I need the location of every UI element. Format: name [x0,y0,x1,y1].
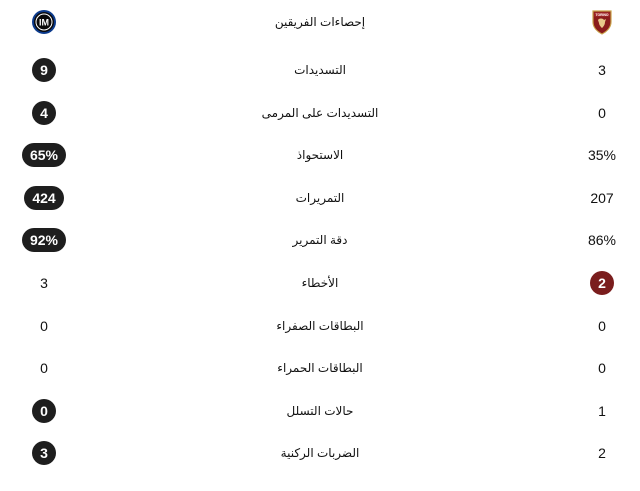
home-team-logo [564,2,640,42]
away-stat-cell [0,433,88,473]
inter-crest-icon [31,9,57,35]
stat-label: دقة التمرير [292,233,348,248]
home-stat-value: 207 [590,189,614,206]
stat-label: الاستحواذ [296,148,344,163]
away-stat-cell [0,306,88,346]
away-stat-cell [0,178,88,218]
stat-label: التسديدات [294,63,346,77]
stat-label: البطاقات الحمراء [277,361,363,376]
stat-row [0,263,640,303]
torino-crest-text: TORINO [595,12,609,17]
away-stat-badge: 9 [32,58,56,82]
stats-title: إحصاءات الفريقين [274,15,366,29]
away-stat-cell [0,348,88,388]
home-stat-cell [564,93,640,133]
stat-label: حالات التسلل [286,403,354,418]
away-stat-cell [0,135,88,175]
home-stat-cell [564,178,640,218]
stat-row [0,433,640,473]
stat-row [0,93,640,133]
home-stat-cell [564,306,640,346]
stat-row [0,135,640,175]
inter-crest-text: IM [39,17,49,28]
away-stat-badge: 4 [32,101,56,125]
home-stat-cell [564,391,640,431]
away-stat-cell [0,50,88,90]
home-stat-cell [564,348,640,388]
away-stat-badge: 424 [24,186,63,210]
home-stat-cell [564,135,640,175]
stat-label: التسديدات على المرمى [261,105,379,120]
home-stat-cell [564,220,640,260]
torino-crest-icon [591,9,613,35]
away-stat-value: 0 [40,317,48,334]
stat-row [0,178,640,218]
home-stat-value: 86% [587,232,617,249]
away-stat-cell [0,220,88,260]
away-stat-value: 0 [40,360,48,377]
away-stat-cell [0,93,88,133]
home-stat-value: 0 [598,317,606,334]
away-stat-badge: 3 [32,441,56,465]
stat-label: الأخطاء [301,276,339,290]
stat-row [0,306,640,346]
home-stat-cell [564,50,640,90]
away-stat-value: 3 [40,275,48,291]
away-stat-cell [0,391,88,431]
stat-row [0,50,640,90]
away-team-logo [0,2,88,42]
away-stat-badge: 92% [22,228,66,252]
home-stat-value: 0 [598,104,606,121]
stats-header [0,2,640,42]
home-stat-value: 0 [598,360,606,377]
home-stat-value: 35% [587,147,617,164]
stat-label: التمريرات [295,190,345,205]
away-stat-badge: 65% [22,143,66,167]
stat-row [0,391,640,431]
home-stat-cell [564,263,640,303]
stat-row [0,348,640,388]
away-stat-cell [0,263,88,303]
stat-label: الضربات الركنية [280,446,360,461]
away-stat-badge: 0 [32,399,56,423]
home-stat-cell [564,433,640,473]
home-stat-badge: 2 [590,271,614,295]
stat-row [0,220,640,260]
home-stat-value: 1 [598,402,606,419]
home-stat-value: 2 [598,445,606,462]
stat-label: البطاقات الصفراء [276,318,364,333]
home-stat-value: 3 [598,62,606,78]
